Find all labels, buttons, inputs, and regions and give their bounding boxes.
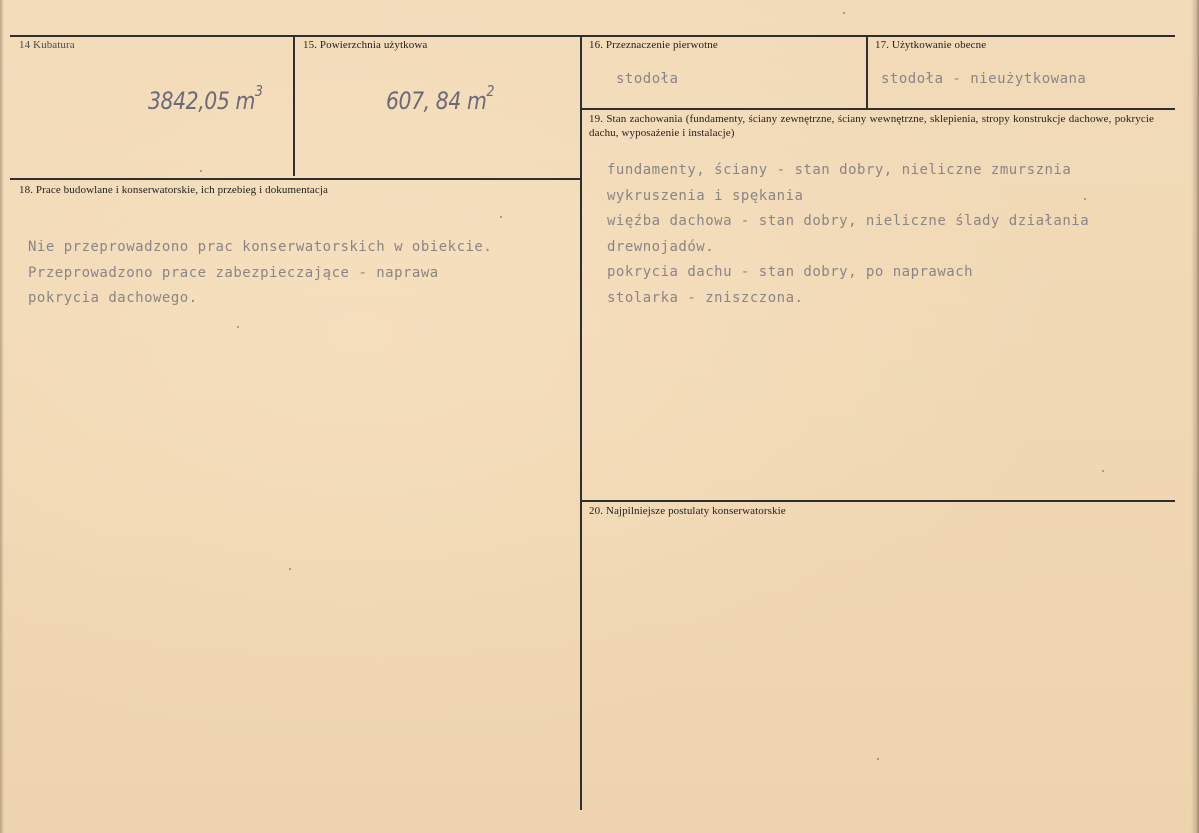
field-18-text — [28, 235, 492, 312]
field-18-line: Przeprowadzono prace zabezpieczające - naprawa — [28, 264, 439, 281]
field-17-label: 17. Użytkowanie obecne — [875, 39, 987, 51]
field-18-label: 18. Prace budowlane i konserwatorskie, ich przebieg i dokumentacja — [19, 184, 328, 196]
field-14-value-text: 3842,05 m — [148, 87, 255, 115]
field-15-value — [386, 82, 495, 115]
field-14-value-sup: 3 — [254, 82, 263, 100]
paper-speck — [877, 758, 879, 760]
field-14-value — [148, 82, 263, 115]
center-divider — [580, 35, 582, 810]
rule-under-16-17 — [580, 108, 1175, 110]
field-19-line: wykruszenia i spękania — [607, 187, 804, 204]
field-19-line: stolarka - zniszczona. — [607, 289, 804, 306]
rule-under-14-15 — [10, 178, 580, 180]
top-rule — [10, 35, 1175, 37]
paper-speck — [289, 568, 291, 570]
field-19-line: więźba dachowa - stan dobry, nieliczne ślady działania — [607, 213, 1090, 229]
field-19-label: 19. Stan zachowania (fundamenty, ściany zewnętrzne, ściany wewnętrzne, sklepienia, stropy konstrukcje dachowe, pokrycie dachu, wyposażenie i instalacje) — [589, 113, 1154, 139]
field-18-line: pokrycia dachowego. — [28, 290, 198, 306]
field-19-line: drewnojadów. — [607, 238, 715, 255]
field-19-text — [607, 158, 1089, 311]
field-15-value-text: 607, 84 m — [386, 87, 487, 115]
paper-speck — [200, 170, 202, 172]
field-19-line: fundamenty, ściany - stan dobry, nieliczne zmursznia — [607, 162, 1072, 178]
divider-14-15 — [293, 35, 295, 176]
paper-speck — [1084, 198, 1086, 200]
paper-speck — [1102, 470, 1104, 472]
field-18-line: Nie przeprowadzono prac konserwatorskich w obiekcie. — [28, 239, 493, 255]
field-17-value: stodoła - nieużytkowana — [881, 71, 1087, 87]
rule-above-20 — [580, 500, 1175, 502]
divider-16-17 — [866, 35, 868, 108]
paper-speck — [843, 12, 845, 14]
paper-edge-left — [0, 0, 4, 833]
field-15-value-sup: 2 — [486, 82, 495, 100]
field-20-label: 20. Najpilniejsze postulaty konserwatorskie — [589, 505, 786, 517]
paper-speck — [500, 216, 502, 218]
field-14-label: 14 Kubatura — [19, 39, 75, 51]
field-16-label: 16. Przeznaczenie pierwotne — [589, 39, 718, 51]
paper-edge-right — [1191, 0, 1199, 833]
paper-speck — [237, 326, 239, 328]
field-16-value: stodoła — [616, 71, 679, 87]
field-19-line: pokrycia dachu - stan dobry, po naprawach — [607, 264, 974, 280]
field-15-label: 15. Powierzchnia użytkowa — [303, 39, 428, 51]
